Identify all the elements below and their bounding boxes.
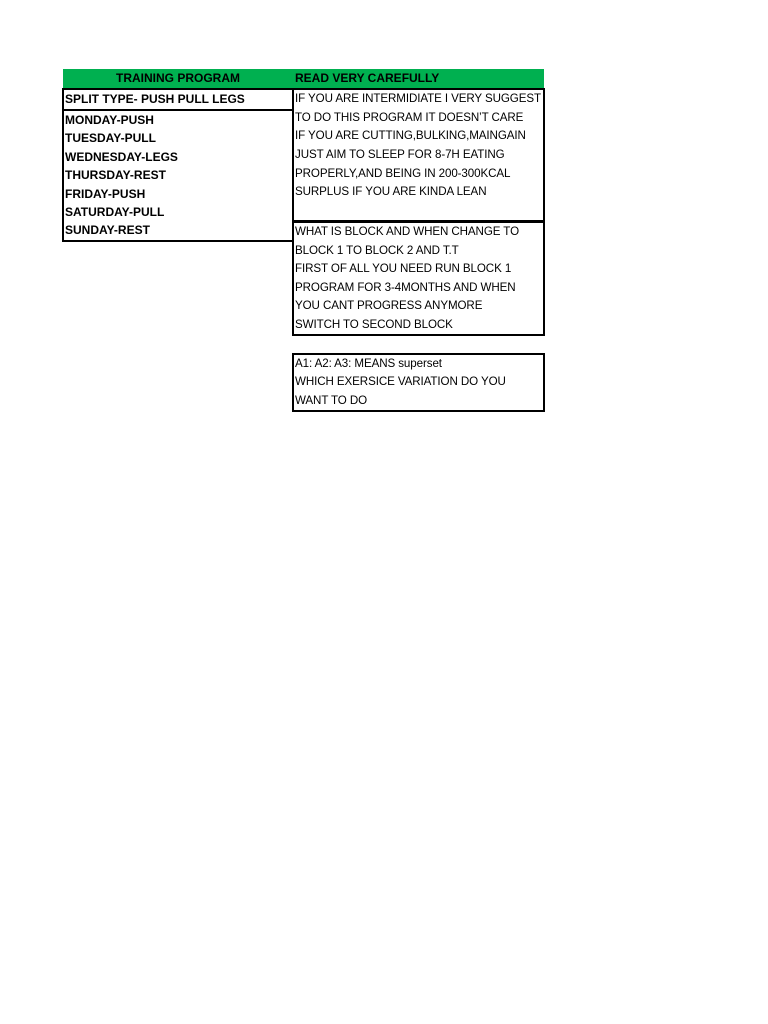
note-line: IF YOU ARE INTERMIDIATE I VERY SUGGEST [295, 92, 541, 105]
training-program-header: TRAINING PROGRAM [63, 69, 293, 88]
note-line: FIRST OF ALL YOU NEED RUN BLOCK 1 [295, 262, 512, 275]
schedule-row-wednesday: WEDNESDAY-LEGS [65, 149, 178, 164]
note-line: SURPLUS IF YOU ARE KINDA LEAN [295, 185, 487, 199]
note-line: BLOCK 1 TO BLOCK 2 AND T.T [295, 243, 459, 257]
note-line: SWITCH TO SECOND BLOCK [295, 317, 453, 331]
note-line: PROPERLY,AND BEING IN 200-300KCAL [295, 166, 511, 180]
superset-note-box [292, 353, 545, 412]
schedule-table [62, 88, 294, 242]
block-note-box [292, 221, 545, 336]
schedule-row-tuesday: TUESDAY-PULL [65, 131, 156, 146]
note-line: A1: A2: A3: MEANS superset [295, 357, 442, 370]
note-line: WHICH EXERSICE VARIATION DO YOU [295, 375, 506, 389]
empty-cell [292, 202, 545, 222]
note-line: TO DO THIS PROGRAM IT DOESN’T CARE [295, 110, 524, 124]
schedule-row-thursday: THURSDAY-REST [65, 168, 166, 183]
note-line: JUST AIM TO SLEEP FOR 8-7H EATING [295, 148, 505, 162]
note-line: PROGRAM FOR 3-4MONTHS AND WHEN [295, 280, 516, 294]
schedule-row-sunday: SUNDAY-REST [65, 223, 150, 238]
schedule-row-monday: MONDAY-PUSH [65, 112, 154, 127]
note-line: WANT TO DO [295, 393, 368, 407]
note-line: WHAT IS BLOCK AND WHEN CHANGE TO [295, 225, 519, 238]
note-line: YOU CANT PROGRESS ANYMORE [295, 299, 483, 312]
note-line: IF YOU ARE CUTTING,BULKING,MAINGAIN [295, 129, 526, 143]
read-carefully-header: READ VERY CAREFULLY [293, 69, 544, 88]
intro-note-box [292, 88, 545, 204]
split-type-row: SPLIT TYPE- PUSH PULL LEGS [64, 90, 292, 111]
schedule-row-saturday: SATURDAY-PULL [65, 205, 165, 220]
schedule-row-friday: FRIDAY-PUSH [65, 186, 146, 201]
